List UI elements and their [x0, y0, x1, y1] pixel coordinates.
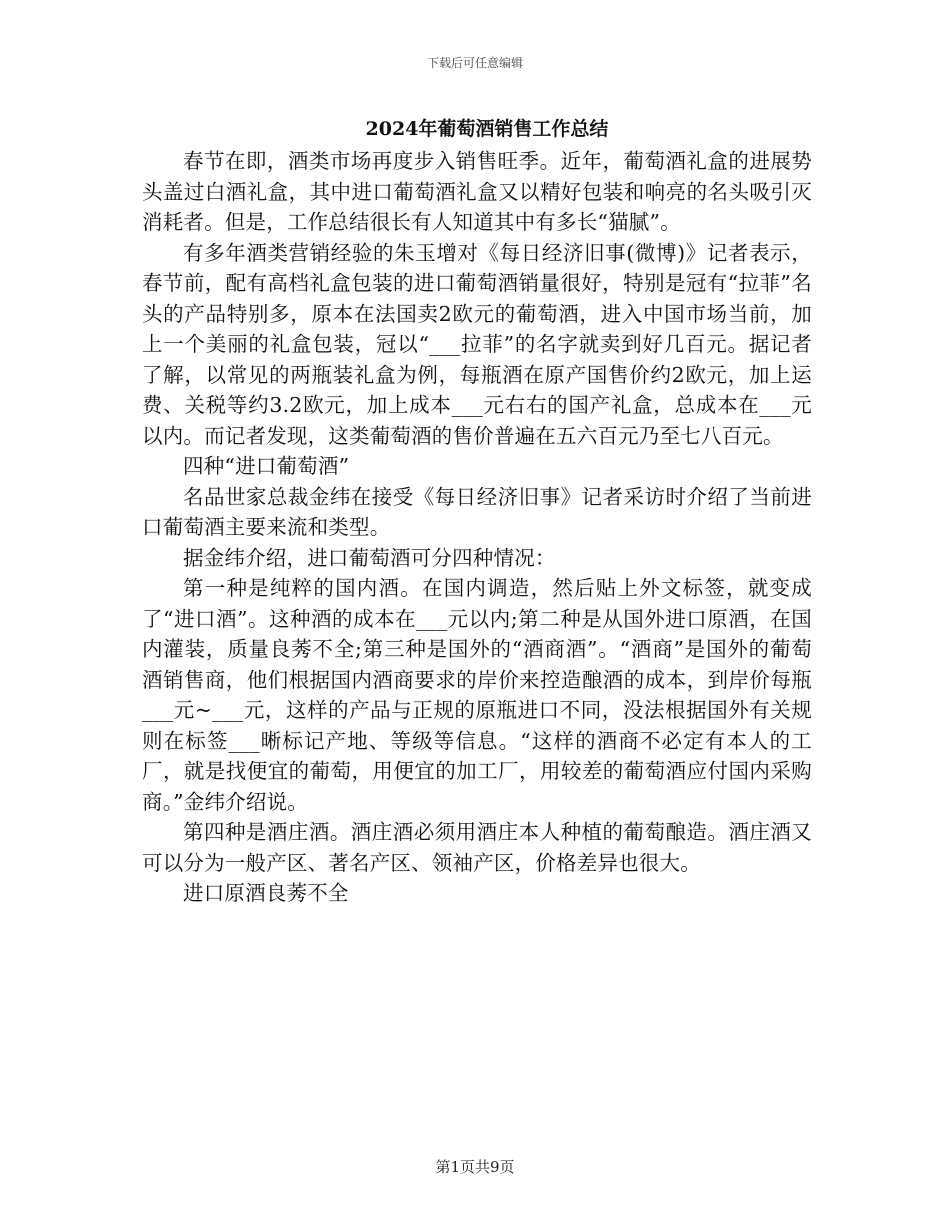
paragraph-interview: 有多年酒类营销经验的朱玉增对《每日经济旧事(微博)》记者表示，春节前，配有高档礼盒包装的进口葡萄酒销量很好，特别是冠有“拉菲”名头的产品特别多，原本在法国卖2欧元的葡萄酒，进入中国市场当前，加上一个美丽的礼盒包装，冠以“___拉菲”的名字就卖到好几百元。据记者了解，以常见的两瓶装礼盒为例，每瓶酒在原产国售价约2欧元，加上运费、关税等约3.2欧元，加上成本___元右右的国产礼盒，总成本在___元以内。而记者发现，这类葡萄酒的售价普遍在五六百元乃至七八百元。 — [142, 240, 812, 448]
paragraph-four-cases: 据金纬介绍，进口葡萄酒可分四种情况： — [183, 545, 556, 570]
page-number-footer: 第1页共9页 — [435, 1158, 515, 1176]
document-body — [142, 112, 812, 909]
paragraph-types-one-to-three: 第一种是纯粹的国内酒。在国内调造，然后贴上外文标签，就变成了“进口酒”。这种酒的成本在___元以内;第二种是从国外进口原酒，在国内灌装，质量良莠不全;第三种是国外的“酒商酒”。“酒商”是国外的葡萄酒销售商，他们根据国内酒商要求的岸价来控造酿酒的成本，到岸价每瓶___元~___元，这样的产品与正规的原瓶进口不同，没法根据国外有关规则在标签___晰标记产地、等级等信息。“这样的酒商不必定有本人的工厂，就是找便宜的葡萄，用便宜的加工厂，用较差的葡萄酒应付国内采购商。”金纬介绍说。 — [142, 576, 812, 814]
section-heading-four-types: 四种“进口葡萄酒” — [183, 454, 350, 478]
document-title: 2024年葡萄酒销售工作总结 — [365, 118, 609, 140]
paragraph-intro: 春节在即，酒类市场再度步入销售旺季。近年，葡萄酒礼盒的进展势头盖过白酒礼盒，其中进口葡萄酒礼盒又以精好包装和响亮的名头吸引灭消耗者。但是，工作总结很长有人知道其中有多长“猫腻”。 — [142, 149, 812, 234]
section-heading-import-quality: 进口原酒良莠不全 — [183, 881, 349, 905]
paragraph-jinwei-intro: 名品世家总裁金纬在接受《每日经济旧事》记者采访时介绍了当前进口葡萄酒主要来流和类型。 — [142, 484, 812, 539]
paragraph-type-four: 第四种是酒庄酒。酒庄酒必须用酒庄本人种植的葡萄酿造。酒庄酒又可以分为一般产区、著名产区、领袖产区，价格差异也很大。 — [142, 820, 812, 875]
page-header-note: 下载后可任意编辑 — [426, 56, 523, 70]
